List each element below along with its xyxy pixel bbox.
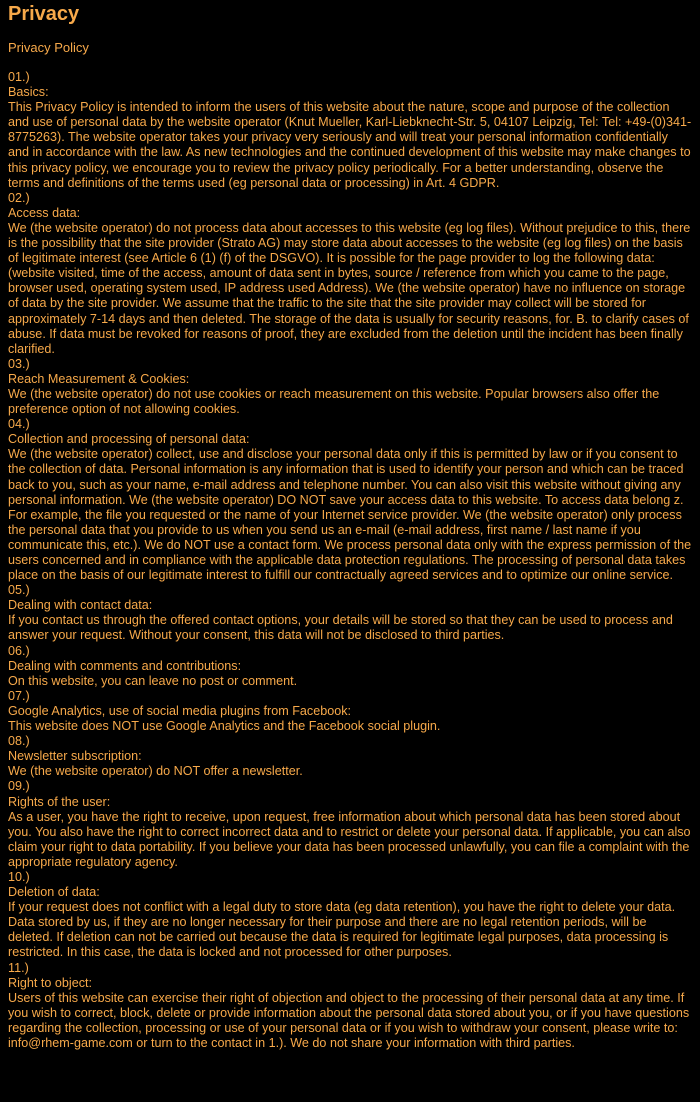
section-number: 09.): [8, 779, 30, 794]
section-number: 04.): [8, 417, 30, 432]
section-heading: Deletion of data:: [8, 885, 100, 900]
section-heading: Collection and processing of personal data:: [8, 432, 250, 447]
privacy-page: [0, 2, 700, 1051]
page-subtitle: Privacy Policy: [8, 40, 89, 55]
section-text: This Privacy Policy is intended to inform the users of this website about the nature, scope and purpose of the collection and use of personal data by the website operator (Knut Mueller, Karl-Liebknecht-Str. 5, 04107 Leipzig, Tel: Tel: +49-(0)341-8775263). The website operator takes your privacy very seriously and will treat your personal information confidentially and in accordance with the law. As new technologies and the continued development of this website may make changes to this privacy policy, we encourage you to review the privacy policy periodically. For a better understanding, observe the terms and definitions of the terms used (eg personal data or processing) in Art. 4 GDPR.: [8, 100, 692, 190]
section-basics: [8, 70, 692, 191]
section-deletion: [8, 870, 692, 961]
section-user-rights: [8, 779, 692, 870]
section-heading: Newsletter subscription:: [8, 749, 142, 764]
section-text: We (the website operator) do not process data about accesses to this website (eg log files). Without prejudice to this, there is the possibility that the site provider (Strato AG) may store data about accesses to the website (eg log files) on the basis of legitimate interest (see Article 6 (1) (f) of the DSGVO). It is possible for the page provider to log the following data: (website visited, time of the access, amount of data sent in bytes, source / reference from which you came to the page, browser used, operating system used, IP address used Address). We (the website operator) have no influence on storage of data by the site provider. We assume that the traffic to the site that the site provider may collect will be stored for approximately 7-14 days and then deleted. The storage of the data is usually for security reasons, for. B. to clarify cases of abuse. If data must be revoked for reasons of proof, they are excluded from the deletion until the incident has been finally clarified.: [8, 220, 691, 356]
section-text: If your request does not conflict with a legal duty to store data (eg data retention), you have the right to delete your data. Data stored by us, if they are no longer necessary for their purpose and there are no legal retention periods, will be deleted. If deletion can not be carried out because the data is required for legitimate legal purposes, data processing is restricted. In this case, the data is locked and not processed for other purposes.: [8, 900, 676, 960]
page-title: Privacy: [8, 3, 80, 25]
section-text: As a user, you have the right to receive, upon request, free information about which personal data has been stored about you. You also have the right to correct incorrect data and to restrict or delete your personal data. If applicable, you can also claim your right to data portability. If you believe your data has been processed unlawfully, you can file a complaint with the appropriate regulatory agency.: [8, 809, 691, 869]
section-cookies: [8, 357, 692, 417]
section-number: 01.): [8, 70, 30, 84]
section-text: We (the website operator) do not use cookies or reach measurement on this website. Popular browsers also offer the preference option of not allowing cookies.: [8, 386, 660, 417]
section-text: On this website, you can leave no post or comment.: [8, 673, 298, 688]
section-number: 05.): [8, 583, 30, 598]
section-heading: Basics:: [8, 85, 49, 100]
section-newsletter: [8, 734, 692, 779]
section-right-to-object: [8, 961, 692, 1052]
section-number: 10.): [8, 869, 30, 884]
section-personal-data: [8, 417, 692, 583]
section-heading: Dealing with comments and contributions:: [8, 658, 242, 673]
section-number: 11.): [8, 960, 29, 975]
section-heading: Reach Measurement & Cookies:: [8, 371, 190, 386]
section-analytics: [8, 689, 692, 734]
section-text: If you contact us through the offered contact options, your details will be stored so that they can be used to process and answer your request. Without your consent, this data will not be disclosed to third parties.: [8, 613, 673, 643]
section-number: 08.): [8, 734, 30, 749]
section-text: Users of this website can exercise their right of objection and object to the processing of their personal data at any time. If you wish to correct, block, delete or provide information about the personal data stored about you, or if you have questions regarding the collection, processing or use of your personal data or if you wish to withdraw your consent, please write to: info@rhem-game.com or turn to the contact in 1.). We do not share your information with third parties.: [8, 990, 690, 1050]
section-number: 03.): [8, 356, 30, 371]
section-number: 06.): [8, 643, 30, 658]
section-heading: Google Analytics, use of social media plugins from Facebook:: [8, 703, 352, 718]
section-text: We (the website operator) collect, use and disclose your personal data only if this is permitted by law or if you consent to the collection of data. Personal information is any information that is used to identify your person and which can be traced back to you, such as your name, e-mail address and telephone number. You can also visit this website without giving any personal information. We (the website operator) DO NOT save your access data to this website. To access data belong z. For example, the file you requested or the name of your Internet service provider. We (the website operator) only process the personal data that you provide to us when you send us an e-mail (e-mail address, first name / last name if you communicate this, etc.). We do NOT use a contact form. We process personal data only with the express permission of the users concerned and in compliance with the applicable data protection regulations. The processing of personal data takes place on the basis of our legitimate interest to fulfill our contractually agreed services and to optimize our online service.: [8, 447, 692, 583]
section-comments: [8, 644, 692, 689]
section-heading: Right to object:: [8, 975, 93, 990]
section-text: This website does NOT use Google Analytics and the Facebook social plugin.: [8, 719, 441, 734]
section-number: 02.): [8, 190, 30, 205]
section-access-data: [8, 191, 692, 357]
section-contact-data: [8, 583, 692, 643]
section-number: 07.): [8, 688, 30, 703]
section-heading: Rights of the user:: [8, 794, 111, 809]
section-heading: Access data:: [8, 205, 81, 220]
section-heading: Dealing with contact data:: [8, 598, 153, 613]
section-text: We (the website operator) do NOT offer a newsletter.: [8, 764, 303, 779]
